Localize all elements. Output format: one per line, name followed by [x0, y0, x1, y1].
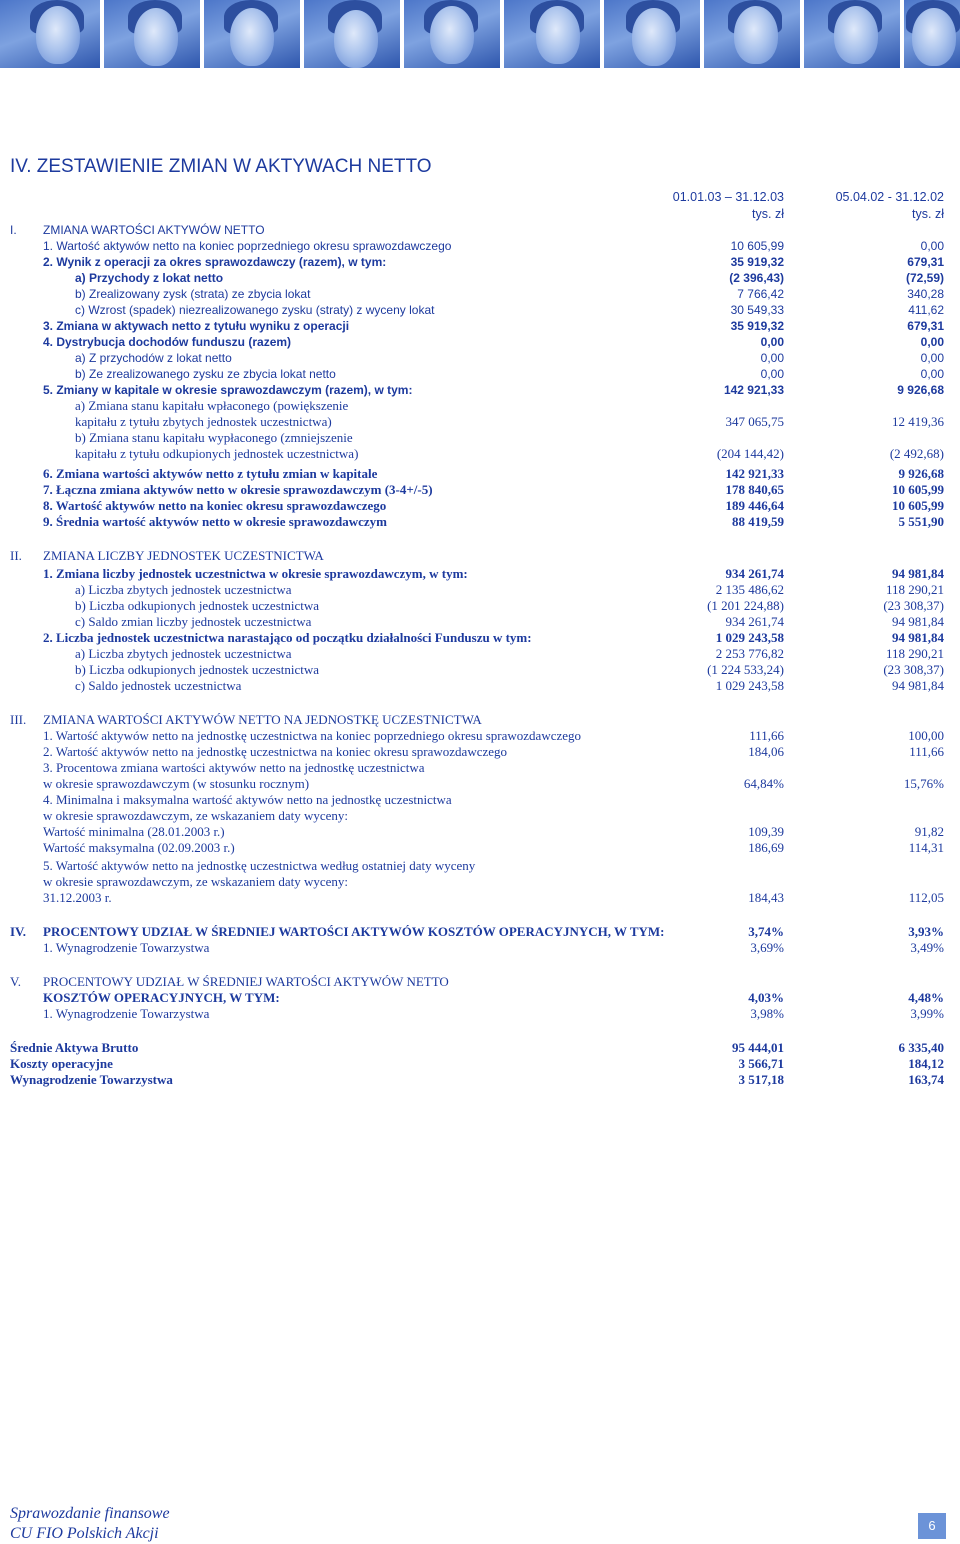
- row-label: Wartość minimalna (28.01.2003 r.): [43, 824, 225, 839]
- header-photo: [104, 0, 200, 68]
- row-label: a) Liczba zbytych jednostek uczestnictwa: [75, 582, 292, 597]
- row-label: w okresie sprawozdawczym, ze wskazaniem daty wyceny:: [43, 874, 349, 889]
- row-label: Wynagrodzenie Towarzystwa: [10, 1072, 173, 1087]
- table-row: [0, 776, 960, 792]
- value-2003: 1 029 243,58: [715, 630, 784, 645]
- row-label: 1. Wynagrodzenie Towarzystwa: [43, 1006, 210, 1021]
- table-row: [0, 350, 960, 366]
- table-row: [0, 646, 960, 662]
- value-2003: (1 201 224,88): [707, 598, 784, 613]
- value-2003: 3 566,71: [738, 1056, 784, 1071]
- header-photo: [604, 0, 700, 68]
- value-2002: 6 335,40: [898, 1040, 944, 1055]
- row-label: kapitału z tytułu zbytych jednostek uczestnictwa): [75, 414, 332, 429]
- table-row: [0, 222, 960, 238]
- footer-report-title: Sprawozdanie finansowe: [10, 1505, 170, 1522]
- value-2003: 88 419,59: [732, 514, 784, 529]
- header-photo: [904, 0, 960, 68]
- row-label: 2. Wynik z operacji za okres sprawozdawczy (razem), w tym:: [43, 255, 387, 269]
- table-row: [0, 924, 960, 940]
- row-label: b) Liczba odkupionych jednostek uczestnictwa: [75, 598, 320, 613]
- row-label: w okresie sprawozdawczym, ze wskazaniem daty wyceny:: [43, 808, 349, 823]
- value-2002: (23 308,37): [883, 598, 944, 613]
- row-label: w okresie sprawozdawczym (w stosunku rocznym): [43, 776, 310, 791]
- header-photo: [504, 0, 600, 68]
- value-2002: 3,93%: [908, 924, 944, 939]
- row-label: 1. Wynagrodzenie Towarzystwa: [43, 940, 210, 955]
- value-2003: 2 135 486,62: [715, 582, 784, 597]
- row-label: b) Zrealizowany zysk (strata) ze zbycia lokat: [75, 287, 311, 301]
- table-row: [0, 430, 960, 446]
- value-2002: 679,31: [907, 255, 944, 269]
- value-2003: 3,98%: [750, 1006, 784, 1021]
- row-label: c) Saldo zmian liczby jednostek uczestnictwa: [75, 614, 312, 629]
- table-row: [0, 662, 960, 678]
- value-2002: 0,00: [920, 335, 944, 349]
- value-2002: 3,99%: [910, 1006, 944, 1021]
- table-row: [0, 840, 960, 856]
- row-number: IV.: [10, 924, 27, 939]
- table-row: [0, 858, 960, 874]
- row-label: ZMIANA LICZBY JEDNOSTEK UCZESTNICTWA: [43, 548, 324, 563]
- value-2002: 94 981,84: [892, 566, 944, 581]
- value-2002: 4,48%: [908, 990, 944, 1005]
- value-2002: 411,62: [908, 303, 944, 317]
- table-row: [0, 548, 960, 564]
- row-label: 5. Wartość aktywów netto na jednostkę uczestnictwa według ostatniej daty wyceny: [43, 858, 476, 873]
- row-label: 3. Procentowa zmiana wartości aktywów netto na jednostkę uczestnictwa: [43, 760, 425, 775]
- row-label: 1. Wartość aktywów netto na koniec poprzedniego okresu sprawozdawczego: [43, 239, 452, 253]
- table-row: [0, 286, 960, 302]
- value-2003: 178 840,65: [725, 482, 784, 497]
- value-2002: 9 926,68: [897, 383, 944, 397]
- value-2002: 112,05: [908, 890, 944, 905]
- row-label: Średnie Aktywa Brutto: [10, 1040, 139, 1055]
- row-label: kapitału z tytułu odkupionych jednostek uczestnictwa): [75, 446, 359, 461]
- row-number: I.: [10, 223, 17, 237]
- row-label: c) Saldo jednostek uczestnictwa: [75, 678, 242, 693]
- value-2002: 0,00: [920, 239, 944, 253]
- value-2003: 142 921,33: [725, 466, 784, 481]
- value-2002: 94 981,84: [892, 678, 944, 693]
- value-2003: 3 517,18: [738, 1072, 784, 1087]
- value-2002: (23 308,37): [883, 662, 944, 677]
- value-2003: 186,69: [748, 840, 784, 855]
- value-2002: 100,00: [908, 728, 944, 743]
- row-label: 4. Dystrybucja dochodów funduszu (razem): [43, 335, 292, 349]
- row-label: 8. Wartość aktywów netto na koniec okresu sprawozdawczego: [43, 498, 387, 513]
- value-2003: 0,00: [760, 367, 784, 381]
- row-number: III.: [10, 712, 27, 727]
- table-row: [0, 614, 960, 630]
- table-row: [0, 514, 960, 530]
- value-2003: 1 029 243,58: [715, 678, 784, 693]
- row-label: b) Ze zrealizowanego zysku ze zbycia lokat netto: [75, 367, 336, 381]
- value-2002: 3,49%: [910, 940, 944, 955]
- value-2002: 114,31: [908, 840, 944, 855]
- value-2003: 347 065,75: [725, 414, 784, 429]
- table-row: [0, 712, 960, 728]
- value-2003: 30 549,33: [730, 303, 784, 317]
- table-row: [0, 270, 960, 286]
- row-label: 1. Wartość aktywów netto na jednostkę uczestnictwa na koniec poprzedniego okresu sprawozdawczego: [43, 728, 582, 743]
- row-label: a) Zmiana stanu kapitału wpłaconego (powiększenie: [75, 398, 349, 413]
- value-2003: (2 396,43): [729, 271, 784, 285]
- row-number: V.: [10, 974, 21, 989]
- row-label: 7. Łączna zmiana aktywów netto w okresie sprawozdawczym (3-4+/-5): [43, 482, 433, 497]
- table-row: [0, 678, 960, 694]
- value-2003: 4,03%: [748, 990, 784, 1005]
- row-label: KOSZTÓW OPERACYJNYCH, W TYM:: [43, 990, 280, 1005]
- row-label: 2. Liczba jednostek uczestnictwa narastająco od początku działalności Funduszu w tym:: [43, 630, 532, 645]
- table-row: [0, 366, 960, 382]
- table-row: [0, 744, 960, 760]
- row-label: a) Przychody z lokat netto: [75, 271, 224, 285]
- row-label: 1. Zmiana liczby jednostek uczestnictwa w okresie sprawozdawczym, w tym:: [43, 566, 468, 581]
- value-2003: 95 444,01: [732, 1040, 784, 1055]
- row-label: b) Liczba odkupionych jednostek uczestnictwa: [75, 662, 320, 677]
- column-header-period-2: 05.04.02 - 31.12.02: [835, 190, 944, 204]
- value-2003: (204 144,42): [716, 446, 784, 461]
- header-photo: [204, 0, 300, 68]
- table-row: [0, 728, 960, 744]
- value-2002: 118 290,21: [885, 646, 944, 661]
- table-row: [0, 414, 960, 430]
- value-2002: 340,28: [907, 287, 944, 301]
- table-row: [0, 318, 960, 334]
- row-label: 31.12.2003 r.: [43, 890, 112, 905]
- value-2002: 94 981,84: [892, 630, 944, 645]
- column-header-unit-1: tys. zł: [752, 207, 784, 221]
- row-label: 6. Zmiana wartości aktywów netto z tytułu zmian w kapitale: [43, 466, 378, 481]
- value-2002: 9 926,68: [898, 466, 944, 481]
- table-row: [0, 382, 960, 398]
- value-2002: 163,74: [908, 1072, 944, 1087]
- value-2003: 2 253 776,82: [715, 646, 784, 661]
- table-row: [0, 498, 960, 514]
- header-photo: [0, 0, 100, 68]
- table-row: [0, 334, 960, 350]
- value-2003: 184,43: [748, 890, 784, 905]
- table-row: [0, 990, 960, 1006]
- header-photo: [804, 0, 900, 68]
- value-2003: 10 605,99: [730, 239, 784, 253]
- value-2003: 934 261,74: [725, 566, 784, 581]
- row-label: b) Zmiana stanu kapitału wypłaconego (zmniejszenie: [75, 430, 353, 445]
- header-photo: [304, 0, 400, 68]
- table-row: [0, 1040, 960, 1056]
- table-row: [0, 1056, 960, 1072]
- value-2002: 111,66: [909, 744, 944, 759]
- table-row: [0, 598, 960, 614]
- table-row: [0, 582, 960, 598]
- table-row: [0, 566, 960, 582]
- table-row: [0, 482, 960, 498]
- value-2002: 679,31: [907, 319, 944, 333]
- table-row: [0, 824, 960, 840]
- row-label: Koszty operacyjne: [10, 1056, 113, 1071]
- value-2003: 934 261,74: [725, 614, 784, 629]
- table-row: [0, 466, 960, 482]
- table-row: [0, 792, 960, 808]
- value-2002: 118 290,21: [885, 582, 944, 597]
- table-row: [0, 940, 960, 956]
- table-row: [0, 446, 960, 462]
- value-2002: 94 981,84: [892, 614, 944, 629]
- header-photo: [404, 0, 500, 68]
- table-row: [0, 1072, 960, 1088]
- value-2003: 0,00: [760, 351, 784, 365]
- page-number: 6: [918, 1513, 946, 1539]
- value-2003: 0,00: [760, 335, 784, 349]
- row-label: PROCENTOWY UDZIAŁ W ŚREDNIEJ WARTOŚCI AKTYWÓW NETTO: [43, 974, 449, 989]
- table-row: [0, 890, 960, 906]
- row-label: PROCENTOWY UDZIAŁ W ŚREDNIEJ WARTOŚCI AKTYWÓW KOSZTÓW OPERACYJNYCH, W TYM:: [43, 924, 665, 939]
- value-2003: 35 919,32: [730, 319, 784, 333]
- table-row: [0, 254, 960, 270]
- section-title: IV. ZESTAWIENIE ZMIAN W AKTYWACH NETTO: [10, 156, 432, 177]
- row-label: Wartość maksymalna (02.09.2003 r.): [43, 840, 235, 855]
- table-row: [0, 238, 960, 254]
- value-2002: 0,00: [920, 367, 944, 381]
- value-2002: 12 419,36: [892, 414, 944, 429]
- value-2003: 142 921,33: [723, 383, 784, 397]
- row-label: ZMIANA WARTOŚCI AKTYWÓW NETTO NA JEDNOSTKĘ UCZESTNICTWA: [43, 712, 482, 727]
- row-label: 3. Zmiana w aktywach netto z tytułu wyniku z operacji: [43, 319, 350, 333]
- row-label: c) Wzrost (spadek) niezrealizowanego zysku (straty) z wyceny lokat: [75, 303, 435, 317]
- value-2002: 184,12: [908, 1056, 944, 1071]
- value-2003: 109,39: [748, 824, 784, 839]
- value-2002: 15,76%: [903, 776, 944, 791]
- value-2002: 10 605,99: [892, 498, 944, 513]
- value-2002: 0,00: [920, 351, 944, 365]
- table-row: [0, 1006, 960, 1022]
- row-label: 2. Wartość aktywów netto na jednostkę uczestnictwa na koniec okresu sprawozdawczego: [43, 744, 508, 759]
- table-row: [0, 398, 960, 414]
- value-2002: (2 492,68): [889, 446, 944, 461]
- table-row: [0, 302, 960, 318]
- column-header-unit-2: tys. zł: [912, 207, 944, 221]
- value-2003: 3,69%: [750, 940, 784, 955]
- value-2002: 10 605,99: [892, 482, 944, 497]
- row-number: II.: [10, 548, 22, 563]
- row-label: ZMIANA WARTOŚCI AKTYWÓW NETTO: [43, 223, 265, 237]
- row-label: a) Z przychodów z lokat netto: [75, 351, 232, 365]
- table-row: [0, 974, 960, 990]
- value-2003: 3,74%: [748, 924, 784, 939]
- value-2002: 5 551,90: [898, 514, 944, 529]
- column-header-period-1: 01.01.03 – 31.12.03: [672, 190, 784, 204]
- table-row: [0, 630, 960, 646]
- row-label: 4. Minimalna i maksymalna wartość aktywów netto na jednostkę uczestnictwa: [43, 792, 452, 807]
- header-photo-strip: [0, 0, 960, 72]
- value-2002: (72,59): [905, 271, 944, 285]
- value-2003: 7 766,42: [737, 287, 784, 301]
- value-2003: 35 919,32: [730, 255, 784, 269]
- value-2003: 64,84%: [743, 776, 784, 791]
- value-2003: 189 446,64: [725, 498, 784, 513]
- header-photo: [704, 0, 800, 68]
- table-row: [0, 808, 960, 824]
- value-2002: 91,82: [914, 824, 944, 839]
- footer-fund-name: CU FIO Polskich Akcji: [10, 1525, 159, 1542]
- table-row: [0, 760, 960, 776]
- value-2003: 184,06: [748, 744, 784, 759]
- value-2003: (1 224 533,24): [707, 662, 784, 677]
- row-label: 9. Średnia wartość aktywów netto w okresie sprawozdawczym: [43, 514, 387, 529]
- value-2003: 111,66: [749, 728, 784, 743]
- row-label: a) Liczba zbytych jednostek uczestnictwa: [75, 646, 292, 661]
- table-row: [0, 874, 960, 890]
- row-label: 5. Zmiany w kapitale w okresie sprawozdawczym (razem), w tym:: [43, 383, 413, 397]
